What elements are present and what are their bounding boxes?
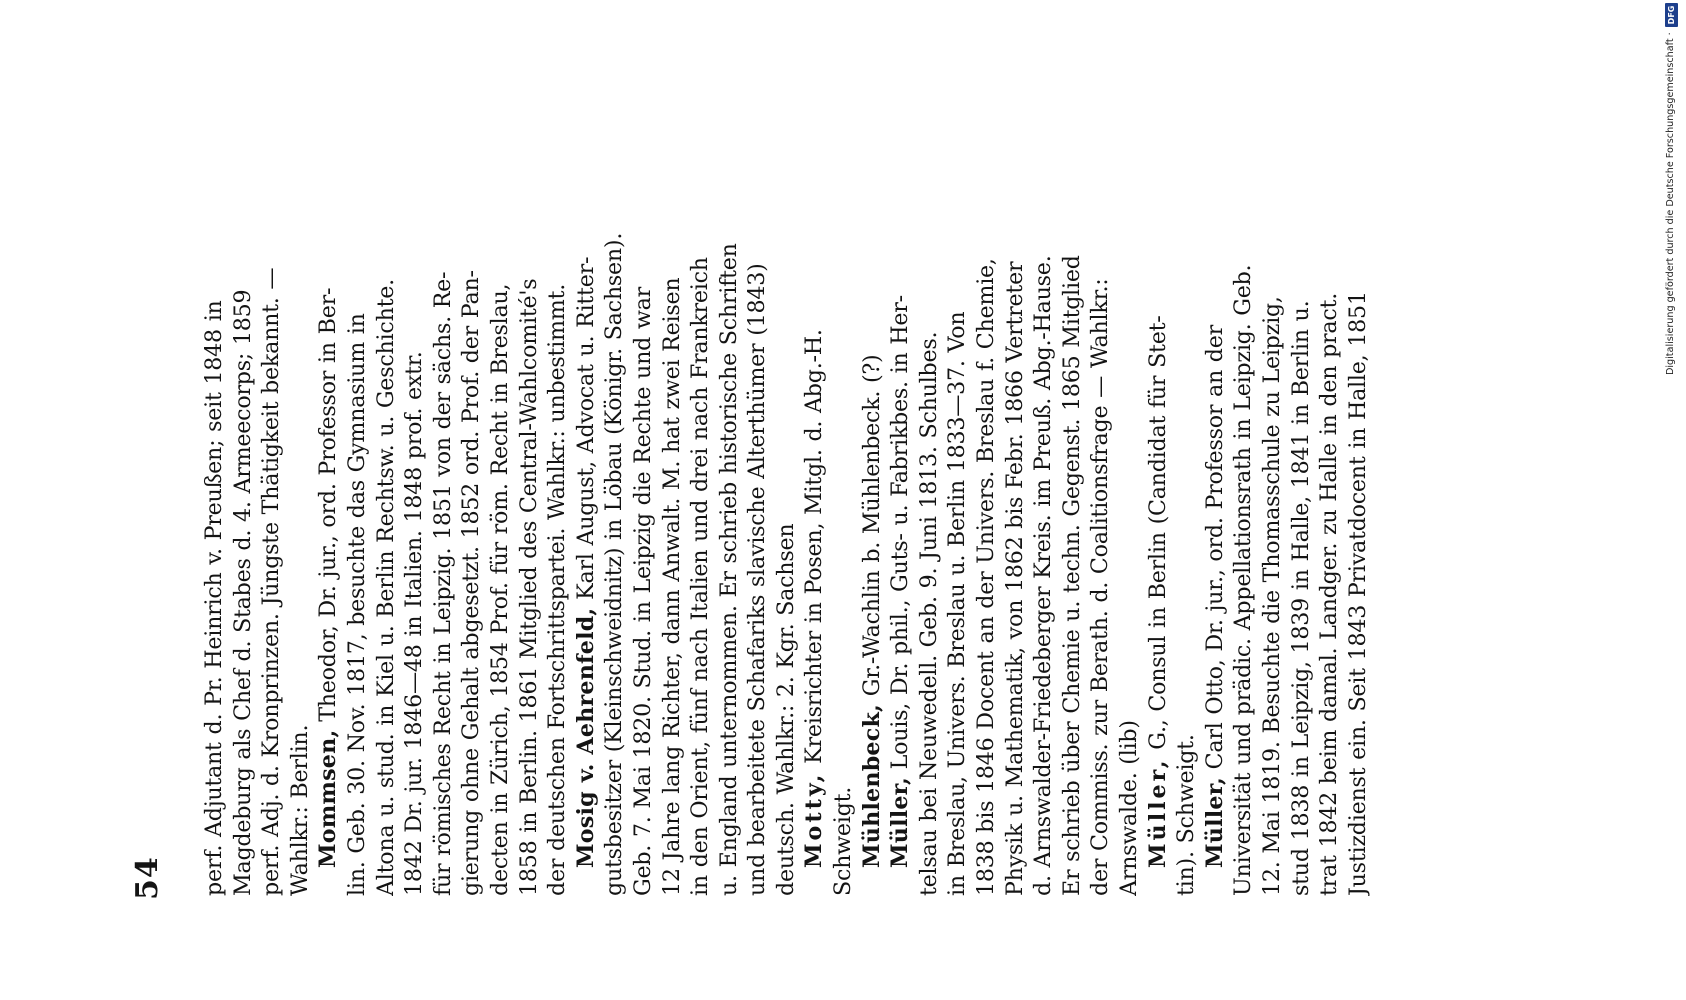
text-line: lin. Geb. 30. Nov. 1817, besuchte das Gymnasium in	[343, 313, 370, 896]
text-line: perf. Adjutant d. Pr. Heinrich v. Preußen; seit 1848 in	[201, 300, 227, 896]
rotated-book-page	[130, 80, 1371, 900]
text-line: für römisches Recht in Leipzig. 1851 von der sächs. Re-	[429, 271, 456, 896]
text-line: 12. Mai 1819. Besuchte die Thomasschule zu Leipzig,	[1258, 296, 1285, 896]
text-line: d. Arnswalder-Friedeberger Kreis. im Preuß. Abg.-Hause.	[1030, 255, 1057, 896]
text-line: Geb. 7. Mai 1820. Stud. in Leipzig die Rechte und war	[629, 287, 656, 896]
text-line: Arnswalde. (lib)	[1116, 720, 1142, 896]
text-line: tin). Schweigt.	[1173, 734, 1200, 896]
entry-mueller-g	[1144, 76, 1173, 896]
text-line: Justizdienst ein. Seit 1843 Privatdocent in Halle, 1851	[1344, 291, 1371, 896]
text-line: 1858 in Berlin. 1861 Mitglied des Central-Wahlcomité's	[515, 278, 542, 896]
entry-name: Mühlenbeck,	[858, 704, 885, 868]
entry-mueller-louis	[886, 76, 915, 896]
entry-text: Carl Otto, Dr. jur., ord. Professor an der	[1201, 325, 1228, 778]
entry-name: Müller,	[887, 777, 914, 868]
text-line: decten in Zürich, 1854 Prof. für röm. Recht in Breslau,	[486, 283, 513, 896]
text-line: gierung ohne Gehalt abgesetzt. 1852 ord. Prof. der Pan-	[458, 270, 485, 896]
text-line: 1842 Dr. jur. 1846—48 in Italien. 1848 prof. extr.	[401, 351, 428, 896]
entry-mosig	[572, 76, 601, 896]
text-line: u. England unternommen. Er schrieb historische Schriften	[715, 243, 742, 896]
text-line: der deutschen Fortschrittspartei. Wahlkr.: unbestimmt.	[544, 283, 571, 896]
text-line: 12 Jahre lang Richter, dann Anwalt. M. hat zwei Reisen	[658, 277, 685, 896]
text-line: stud 1838 in Leipzig, 1839 in Halle, 1841 in Berlin u.	[1287, 300, 1314, 896]
entry-name: Mommsen,	[315, 729, 342, 868]
text-line: deutsch. Wahlkr.: 2. Kgr. Sachsen	[772, 523, 799, 896]
entry-text: Karl August, Advocat u. Ritter-	[572, 256, 599, 608]
text-line: Universität und prädic. Appellationsrath in Leipzig. Geb.	[1230, 264, 1257, 896]
text-line: Altona u. stud. in Kiel u. Berlin Rechtsw. u. Geschichte.	[372, 279, 399, 896]
text-line: 1838 bis 1846 Docent an der Univers. Breslau f. Chemie,	[973, 258, 1000, 896]
text-line: trat 1842 beim damal. Landger. zu Halle in den pract.	[1316, 292, 1343, 896]
text-line: gutsbesitzer (Kleinschweidnitz) in Löbau (Königr. Sachsen).	[601, 232, 628, 896]
entry-text: Louis, Dr. phil., Guts- u. Fabrikbes. in Her-	[887, 295, 914, 778]
text-line: Wahlkr.: Berlin.	[286, 724, 313, 896]
entry-name: Müller,	[1201, 777, 1228, 868]
entry-text: Theodor, Dr. jur., ord. Professor in Ber-	[315, 287, 342, 730]
entry-name: Mosig v. Aehrenfeld,	[572, 607, 599, 868]
entry-name: Müller,	[1144, 757, 1171, 868]
entry-text: G., Consul in Berlin (Candidat für Stet-	[1144, 315, 1171, 758]
text-line: und bearbeitete Schafariks slavische Alterthümer (1843)	[744, 263, 771, 896]
text-line: Schweigt.	[830, 786, 857, 896]
text-line: der Commiss. zur Berath. d. Coalitionsfrage — Wahlkr.:	[1087, 278, 1114, 896]
text-line: telsau bei Neuwedell. Geb. 9. Juni 1813. Schulbes.	[915, 331, 942, 896]
text-line: Magdeburg als Chef d. Stabes d. 4. Armeecorps; 1859	[229, 289, 256, 896]
text-column	[200, 76, 1372, 896]
credit-rotated	[1662, 3, 1680, 375]
entry-muehlenbeck	[858, 76, 887, 896]
text-line: in den Orient, fünf nach Italien und drei nach Frankreich	[687, 257, 714, 896]
entry-mommsen	[314, 76, 343, 896]
entry-motty	[800, 76, 829, 896]
entry-text: Gr.-Wachlin b. Mühlenbeck. (?)	[858, 354, 885, 705]
dfg-logo: DFG	[1665, 3, 1678, 28]
entry-text: Kreisrichter in Posen, Mitgl. d. Abg.-H.	[801, 329, 828, 772]
text-line: Er schrieb über Chemie u. techn. Gegenst. 1865 Mitglied	[1058, 255, 1085, 896]
credit-text: Digitalisierung gefördert durch die Deutsche Forschungsgemeinschaft ·	[1665, 32, 1676, 375]
entry-mueller-carl-otto	[1201, 76, 1230, 896]
text-line: Physik u. Mathematik, von 1862 bis Febr. 1866 Vertreter	[1001, 261, 1028, 896]
text-line: in Breslau, Univers. Breslau u. Berlin 1833—37. Von	[944, 311, 971, 896]
entry-name: Motty,	[801, 771, 828, 868]
text-line: perf. Adj. d. Kronprinzen. Jüngste Thätigkeit bekannt. —	[258, 267, 285, 896]
page-number: 54	[130, 856, 165, 900]
digitization-credit	[1662, 5, 1684, 375]
